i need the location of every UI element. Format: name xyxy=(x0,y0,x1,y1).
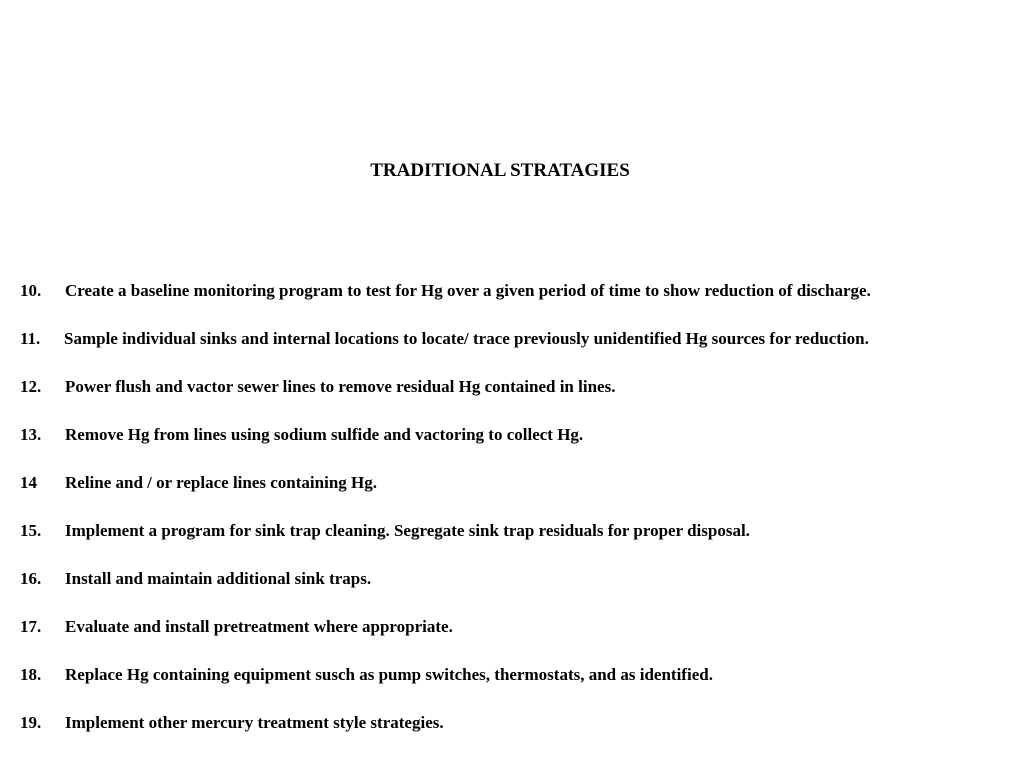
list-item xyxy=(20,375,871,423)
item-number: 10. xyxy=(20,281,42,300)
item-text: Power flush and vactor sewer lines to remove residual Hg contained in lines. xyxy=(65,377,616,396)
item-text: Create a baseline monitoring program to test for Hg over a given period of time to show reduction of discharge. xyxy=(65,281,871,300)
item-text: Sample individual sinks and internal locations to locate/ trace previously unidentified Hg sources for reduction. xyxy=(64,329,869,348)
item-text: Implement a program for sink trap cleaning. Segregate sink trap residuals for proper disposal. xyxy=(65,521,750,540)
list-item xyxy=(20,567,871,615)
list-item xyxy=(20,471,871,519)
item-number: 12. xyxy=(20,377,42,396)
list-item xyxy=(20,423,871,471)
item-text: Replace Hg containing equipment susch as pump switches, thermostats, and as identified. xyxy=(65,665,713,684)
page-title: TRADITIONAL STRATAGIES xyxy=(370,160,630,181)
item-number: 15. xyxy=(20,521,42,540)
list-item xyxy=(20,711,871,759)
list-item xyxy=(20,663,871,711)
item-number: 19. xyxy=(20,713,42,732)
item-number: 16. xyxy=(20,569,42,588)
item-text: Remove Hg from lines using sodium sulfide and vactoring to collect Hg. xyxy=(65,425,584,444)
item-text: Install and maintain additional sink traps. xyxy=(65,569,372,588)
item-text: Reline and / or replace lines containing Hg. xyxy=(65,473,377,492)
item-number: 17. xyxy=(20,617,42,636)
item-text: Evaluate and install pretreatment where appropriate. xyxy=(65,617,453,636)
list-item xyxy=(20,327,871,375)
list-item xyxy=(20,615,871,663)
list-item xyxy=(20,279,871,327)
item-number: 14 xyxy=(20,473,37,492)
item-number: 13. xyxy=(20,425,42,444)
list-item xyxy=(20,519,871,567)
item-number: 11. xyxy=(20,329,41,348)
strategy-list xyxy=(20,279,871,759)
item-text: Implement other mercury treatment style strategies. xyxy=(65,713,444,732)
item-number: 18. xyxy=(20,665,42,684)
